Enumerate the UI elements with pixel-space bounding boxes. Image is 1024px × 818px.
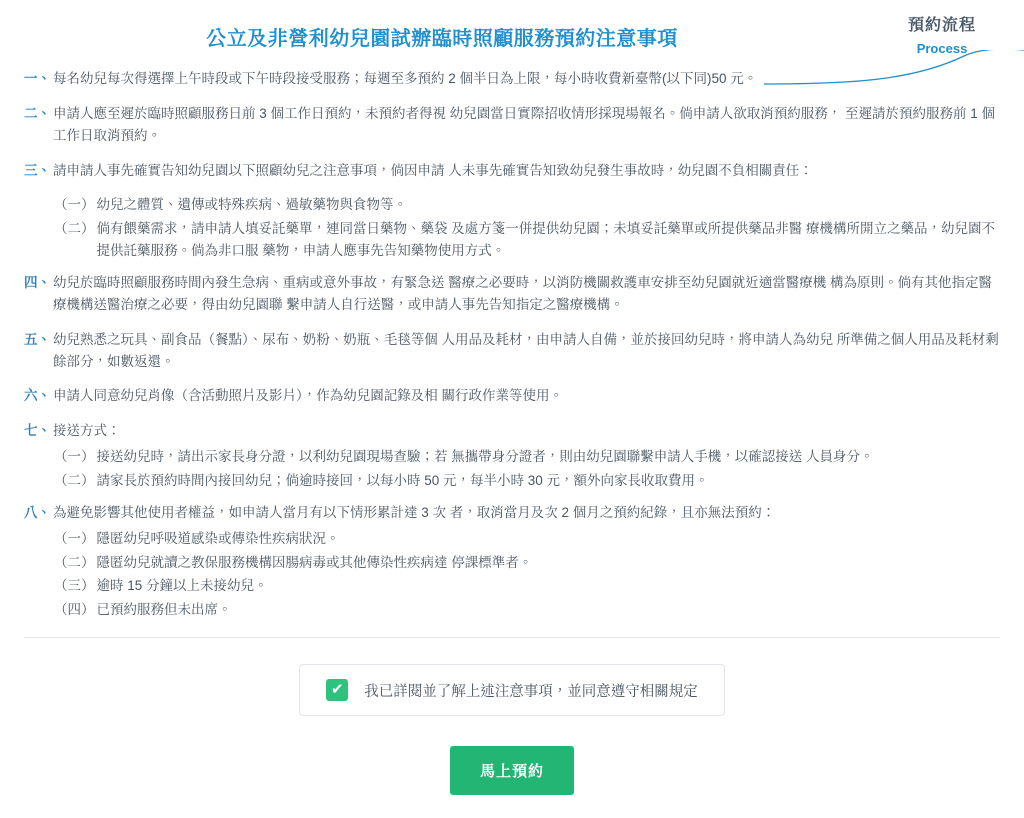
clause-item: [24, 385, 1000, 407]
sub-clause-marker: （四）: [54, 602, 95, 618]
page-header: [0, 0, 1024, 64]
clause-item: [24, 272, 1000, 316]
sub-clause-text: 接送幼兒時，請出示家長身分證，以利幼兒園現場查驗；若 無攜帶身分證者，則由幼兒園聯繫申請人手機，以確認接送 人員身分。: [96, 449, 874, 465]
sub-clause-item: [24, 575, 1000, 597]
sub-clause-marker: （一）: [54, 197, 95, 213]
clause-text: 每名幼兒每次得選擇上午時段或下午時段接受服務；每週至多預約 2 個半日為上限，每小時收費新臺幣(以下同)50 元。: [53, 71, 758, 86]
section-divider: [24, 637, 1000, 638]
agree-checkbox[interactable]: ✔: [326, 679, 348, 701]
clause-text: 請申請人事先確實告知幼兒園以下照顧幼兒之注意事項，倘因申請 人未事先確實告知致幼兒發生事故時，幼兒園不負相關責任：: [53, 162, 813, 178]
sub-clause-item: [24, 599, 1000, 621]
clause-item: [24, 329, 1000, 373]
clause-item: [24, 420, 1000, 442]
sub-clause-marker: （二）: [54, 473, 95, 489]
process-label-en: Process: [916, 41, 968, 56]
clause-number: 七、: [24, 423, 51, 439]
clause-text: 接送方式：: [53, 423, 121, 439]
sub-clause-text: 隱匿幼兒呼吸道感染或傳染性疾病狀況。: [96, 530, 340, 546]
clause-number: 六、: [24, 388, 51, 404]
clause-text: 申請人同意幼兒肖像（含活動照片及影片），作為幼兒園記錄及相 關行政作業等使用。: [53, 388, 563, 404]
sub-clause-marker: （二）: [54, 554, 95, 570]
sub-clause-text: 已預約服務但未出席。: [96, 602, 232, 618]
clause-text: 申請人應至遲於臨時照顧服務日前 3 個工作日預約，未預約者得視 幼兒園當日實際招收情形採現場報名。倘申請人欲取消預約服務， 至遲請於預約服務前 1 個工作日取消預約。: [53, 105, 996, 143]
sub-clause-text: 隱匿幼兒就讀之教保服務機構因腸病毒或其他傳染性疾病達 停課標準者。: [96, 554, 533, 570]
clause-sublist: [24, 528, 1000, 621]
clause-sublist: [24, 446, 1000, 492]
agreement-section: [0, 664, 1024, 716]
sub-clause-text: 請家長於預約時間內接回幼兒；倘逾時接回，以每小時 50 元，每半小時 30 元，額外向家長收取費用。: [96, 473, 709, 489]
terms-content: [0, 64, 1024, 621]
sub-clause-item: [24, 194, 1000, 216]
sub-clause-item: [24, 528, 1000, 550]
reserve-now-button[interactable]: 馬上預約: [450, 746, 574, 795]
process-indicator: [882, 12, 1002, 56]
clause-text: 幼兒熟悉之玩具、副食品（餐點）、尿布、奶粉、奶瓶、毛毯等個 人用品及耗材，由申請人自備，並於接回幼兒時，將申請人為幼兒 所準備之個人用品及耗材剩餘部分，如數返還。: [53, 331, 999, 369]
clause-number: 二、: [24, 105, 51, 121]
clause-text: 為避免影響其他使用者權益，如申請人當月有以下情形累計達 3 次 者，取消當月及次 2 個月之預約紀錄，且亦無法預約：: [53, 504, 776, 520]
agree-label: 我已詳閱並了解上述注意事項，並同意遵守相關規定: [364, 683, 698, 700]
sub-clause-text: 幼兒之體質、遺傳或特殊疾病、過敏藥物與食物等。: [96, 197, 407, 213]
clause-item: [24, 103, 1000, 147]
process-label-zh: 預約流程: [907, 17, 976, 34]
sub-clause-marker: （一）: [54, 449, 95, 465]
clause-number: 四、: [24, 275, 51, 291]
page-title: 公立及非營利幼兒園試辦臨時照顧服務預約注意事項: [206, 28, 678, 50]
agreement-box[interactable]: [299, 664, 725, 716]
clause-number: 八、: [24, 504, 51, 520]
sub-clause-item: [24, 470, 1000, 492]
sub-clause-item: [24, 552, 1000, 574]
clause-item: [24, 502, 1000, 524]
sub-clause-item: [24, 446, 1000, 468]
clause-number: 三、: [24, 162, 51, 178]
clause-number: 一、: [24, 71, 51, 86]
sub-clause-item: [24, 218, 1000, 262]
sub-clause-text: 倘有餵藥需求，請申請人填妥託藥單，連同當日藥物、藥袋 及處方箋一併提供幼兒園；未填妥託藥單或所提供藥品非醫 療機構所開立之藥品，幼兒園不提供託藥服務。倘為非口服 藥物，申請人應事先告知藥物使用方式。: [96, 221, 995, 259]
sub-clause-text: 逾時 15 分鐘以上未接幼兒。: [96, 578, 268, 594]
sub-clause-marker: （一）: [54, 530, 95, 546]
sub-clause-marker: （二）: [54, 221, 95, 237]
sub-clause-marker: （三）: [54, 578, 95, 594]
clause-text: 幼兒於臨時照顧服務時間內發生急病、重病或意外事故，有緊急送 醫療之必要時，以消防機關救護車安排至幼兒園就近適當醫療機 構為原則。倘有其他指定醫療機構送醫治療之必要，得由幼兒園聯 繫申請人自行送醫，或申請人事先告知指定之醫療機構。: [53, 275, 992, 312]
clause-item: [24, 160, 1000, 182]
clause-item: [24, 68, 1000, 90]
clause-sublist: [24, 194, 1000, 262]
clause-number: 五、: [24, 331, 51, 347]
submit-section: [0, 746, 1024, 795]
